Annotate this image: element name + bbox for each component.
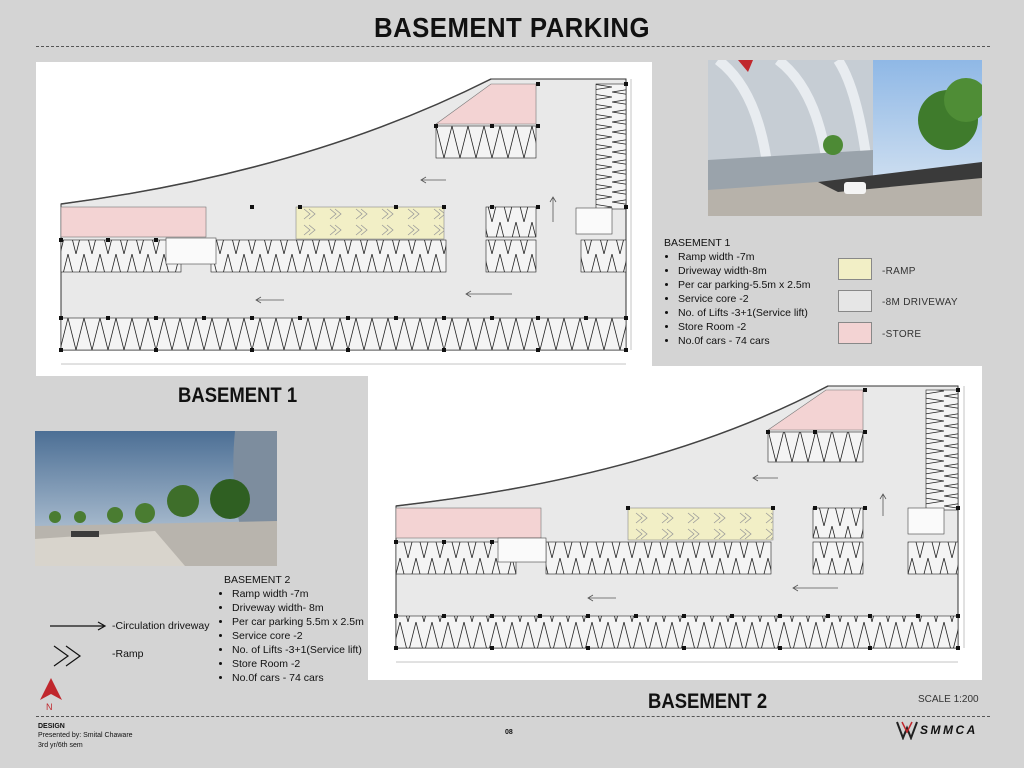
spec-item: • Store Room -2 — [678, 320, 834, 334]
basement-2-specs — [218, 573, 368, 685]
spec-item: • Driveway width-8m — [678, 264, 834, 278]
brand-name: SMMCA — [920, 723, 978, 737]
basement-2-plan — [368, 366, 982, 680]
basement-1-render — [708, 60, 982, 216]
spec-item: • Per car parking 5.5m x 2.5m — [232, 615, 368, 629]
footer-design: DESIGN — [38, 723, 65, 730]
legend-circulation-label: -Circulation driveway — [112, 620, 210, 632]
footer-divider — [36, 716, 990, 717]
spec-item: • No. of Lifts -3+1(Service lift) — [232, 643, 368, 657]
chevron-right-icon — [54, 646, 80, 666]
basement-1-plan — [36, 62, 652, 376]
basement-1-floor-plan — [36, 62, 652, 376]
spec-item: • Per car parking-5.5m x 2.5m — [678, 278, 834, 292]
footer-presenter: Presented by: Smital Chaware — [38, 732, 133, 739]
title-divider — [36, 46, 990, 47]
ramp — [628, 508, 773, 540]
spec-item: • Service core -2 — [232, 629, 368, 643]
basement-1-label: BASEMENT 1 — [178, 384, 298, 407]
legend-store-swatch — [838, 322, 872, 344]
legend-ramp-symbol-label: -Ramp — [112, 648, 144, 660]
legend-driveway-label: -8M DRIVEWAY — [882, 297, 958, 308]
scale-label: SCALE 1:200 — [918, 694, 979, 705]
footer-semester: 3rd yr/6th sem — [38, 742, 83, 749]
circulation-legend-icons — [48, 618, 110, 670]
basement-2-render — [35, 431, 277, 566]
legend-store-label: -STORE — [882, 329, 922, 340]
legend-driveway-swatch — [838, 290, 872, 312]
spec-item: • No.0f cars - 74 cars — [678, 334, 834, 348]
ramp — [296, 207, 444, 239]
spec-item: • Ramp width -7m — [232, 587, 368, 601]
store-room — [396, 508, 541, 538]
legend-ramp-swatch — [838, 258, 872, 280]
basement-2-floor-plan — [368, 366, 982, 680]
spec-item: • Ramp width -7m — [678, 250, 834, 264]
spec-item: • Store Room -2 — [232, 657, 368, 671]
legend-ramp-label: -RAMP — [882, 266, 916, 277]
north-label: N — [46, 702, 53, 712]
spec-item: • No.0f cars - 74 cars — [232, 671, 368, 685]
spec-item: • Service core -2 — [678, 292, 834, 306]
store-room — [61, 207, 206, 237]
brand-logo-icon — [896, 720, 918, 740]
basement-2-spec-heading: BASEMENT 2 — [224, 574, 291, 586]
page-title: BASEMENT PARKING — [374, 12, 650, 43]
basement-2-label: BASEMENT 2 — [648, 690, 768, 713]
basement-1-spec-heading: BASEMENT 1 — [664, 237, 731, 249]
page-number: 08 — [505, 729, 513, 736]
basement-1-specs — [664, 236, 834, 348]
arrow-right-icon — [50, 622, 105, 630]
spec-item: • Driveway width- 8m — [232, 601, 368, 615]
spec-item: • No. of Lifts -3+1(Service lift) — [678, 306, 834, 320]
